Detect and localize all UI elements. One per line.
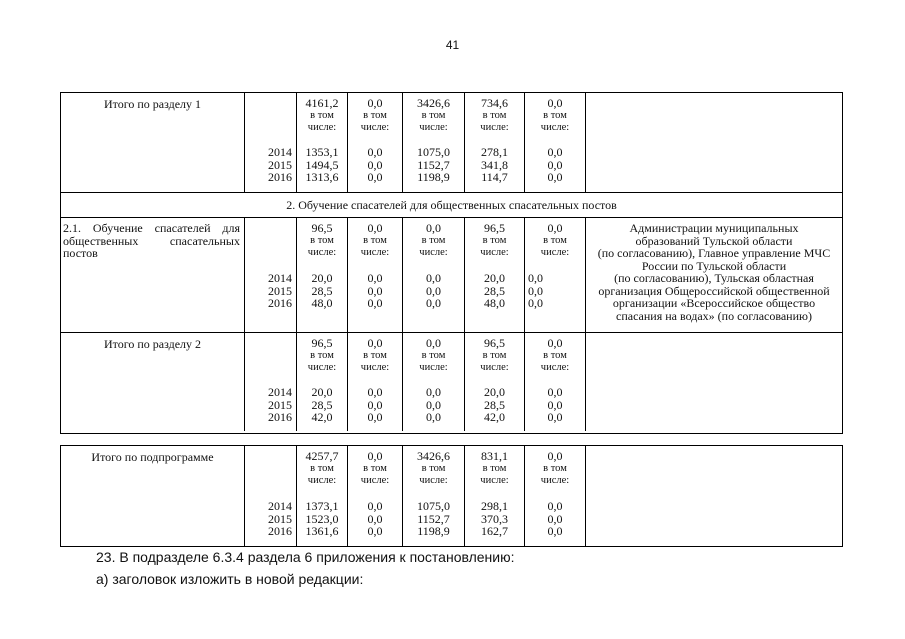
year-values: 0,0 0,0 0,0 [367,145,383,184]
year-values: 0,0 0,0 0,0 [547,145,563,184]
total-value: 0,0 в том числе: [540,96,570,133]
year-values: 0,0 0,0 0,0 [426,385,441,424]
row-label: Итого по разделу 1 [103,97,202,111]
total-value: 0,0 в том числе: [360,336,390,373]
total-value: 0,0 в том числе: [419,221,448,258]
year-values: 0,0 0,0 0,0 [367,385,383,424]
total-value: 96,5 в том числе: [480,336,509,373]
year-values: 20,0 28,5 48,0 [311,271,333,310]
total-value: 0,0 в том числе: [360,96,390,133]
year-values: 0,0 0,0 0,0 [528,271,543,310]
year-values: 1075,0 1152,7 1198,9 [417,145,450,184]
year-values: 0,0 0,0 0,0 [367,499,383,538]
section-2-title: 2. Обучение спасателей для общественных спасательных постов [286,198,617,212]
year-values: 0,0 0,0 0,0 [547,385,563,424]
budget-table [60,92,843,434]
total-value: 3426,6 в том числе: [417,96,450,133]
total-value: 96,5 в том числе: [480,221,509,258]
total-value: 0,0 в том числе: [540,336,570,373]
subprogram-total-table [60,445,843,547]
total-value: 3426,6 в том числе: [417,449,450,486]
total-value: 4257,7 в том числе: [305,449,339,486]
row-label: Итого по разделу 2 [103,337,202,351]
years-list: 2014 2015 2016 [268,271,292,310]
table-row-total-subprogram [61,446,842,546]
years-list: 2014 2015 2016 [268,145,292,184]
section-heading-row [61,192,842,217]
page-number: 41 [445,38,460,52]
year-values: 20,0 28,5 42,0 [311,385,333,424]
years-list: 2014 2015 2016 [268,385,292,424]
total-value: 0,0 в том числе: [540,449,570,486]
paragraph-23: 23. В подразделе 6.3.4 раздела 6 приложения к постановлению: [96,549,515,565]
table-row-total-section-1 [61,93,842,192]
year-values: 278,1 341,8 114,7 [481,145,508,184]
row-label: Итого по подпрограмме [91,450,214,464]
row-label: 2.1. Обучение спасателей для общественных спасательных постов [63,221,240,260]
total-value: 0,0 в том числе: [360,221,390,258]
table-row-2-1 [61,217,842,332]
total-value: 96,5 в том числе: [307,336,337,373]
total-value: 96,5 в том числе: [307,221,337,258]
total-value: 0,0 в том числе: [540,221,570,258]
paragraph-23-a: а) заголовок изложить в новой редакции: [96,571,364,587]
total-value: 0,0 в том числе: [360,449,390,486]
total-value: 831,1 в том числе: [480,449,509,486]
years-list: 2014 2015 2016 [268,499,292,538]
year-values: 0,0 0,0 0,0 [426,271,441,310]
table-row-total-section-2 [61,332,842,431]
year-values: 20,0 28,5 48,0 [484,271,505,310]
year-values: 298,1 370,3 162,7 [481,499,508,538]
total-value: 0,0 в том числе: [419,336,448,373]
total-value: 734,6 в том числе: [480,96,509,133]
year-values: 0,0 0,0 0,0 [547,499,563,538]
year-values: 0,0 0,0 0,0 [367,271,383,310]
year-values: 1353,1 1494,5 1313,6 [305,145,339,184]
responsible-executors: Администрации муниципальных образований Тульской области (по согласованию), Главное управление МЧС России по Тульской области (по согласованию), Тульская областная организация Общероссийской общественной организации «Всероссийское общество спасания на водах» (по согласованию) [597,221,831,323]
year-values: 1075,0 1152,7 1198,9 [417,499,450,538]
year-values: 20,0 28,5 42,0 [484,385,505,424]
year-values: 1373,1 1523,0 1361,6 [305,499,339,538]
total-value: 4161,2 в том числе: [305,96,339,133]
